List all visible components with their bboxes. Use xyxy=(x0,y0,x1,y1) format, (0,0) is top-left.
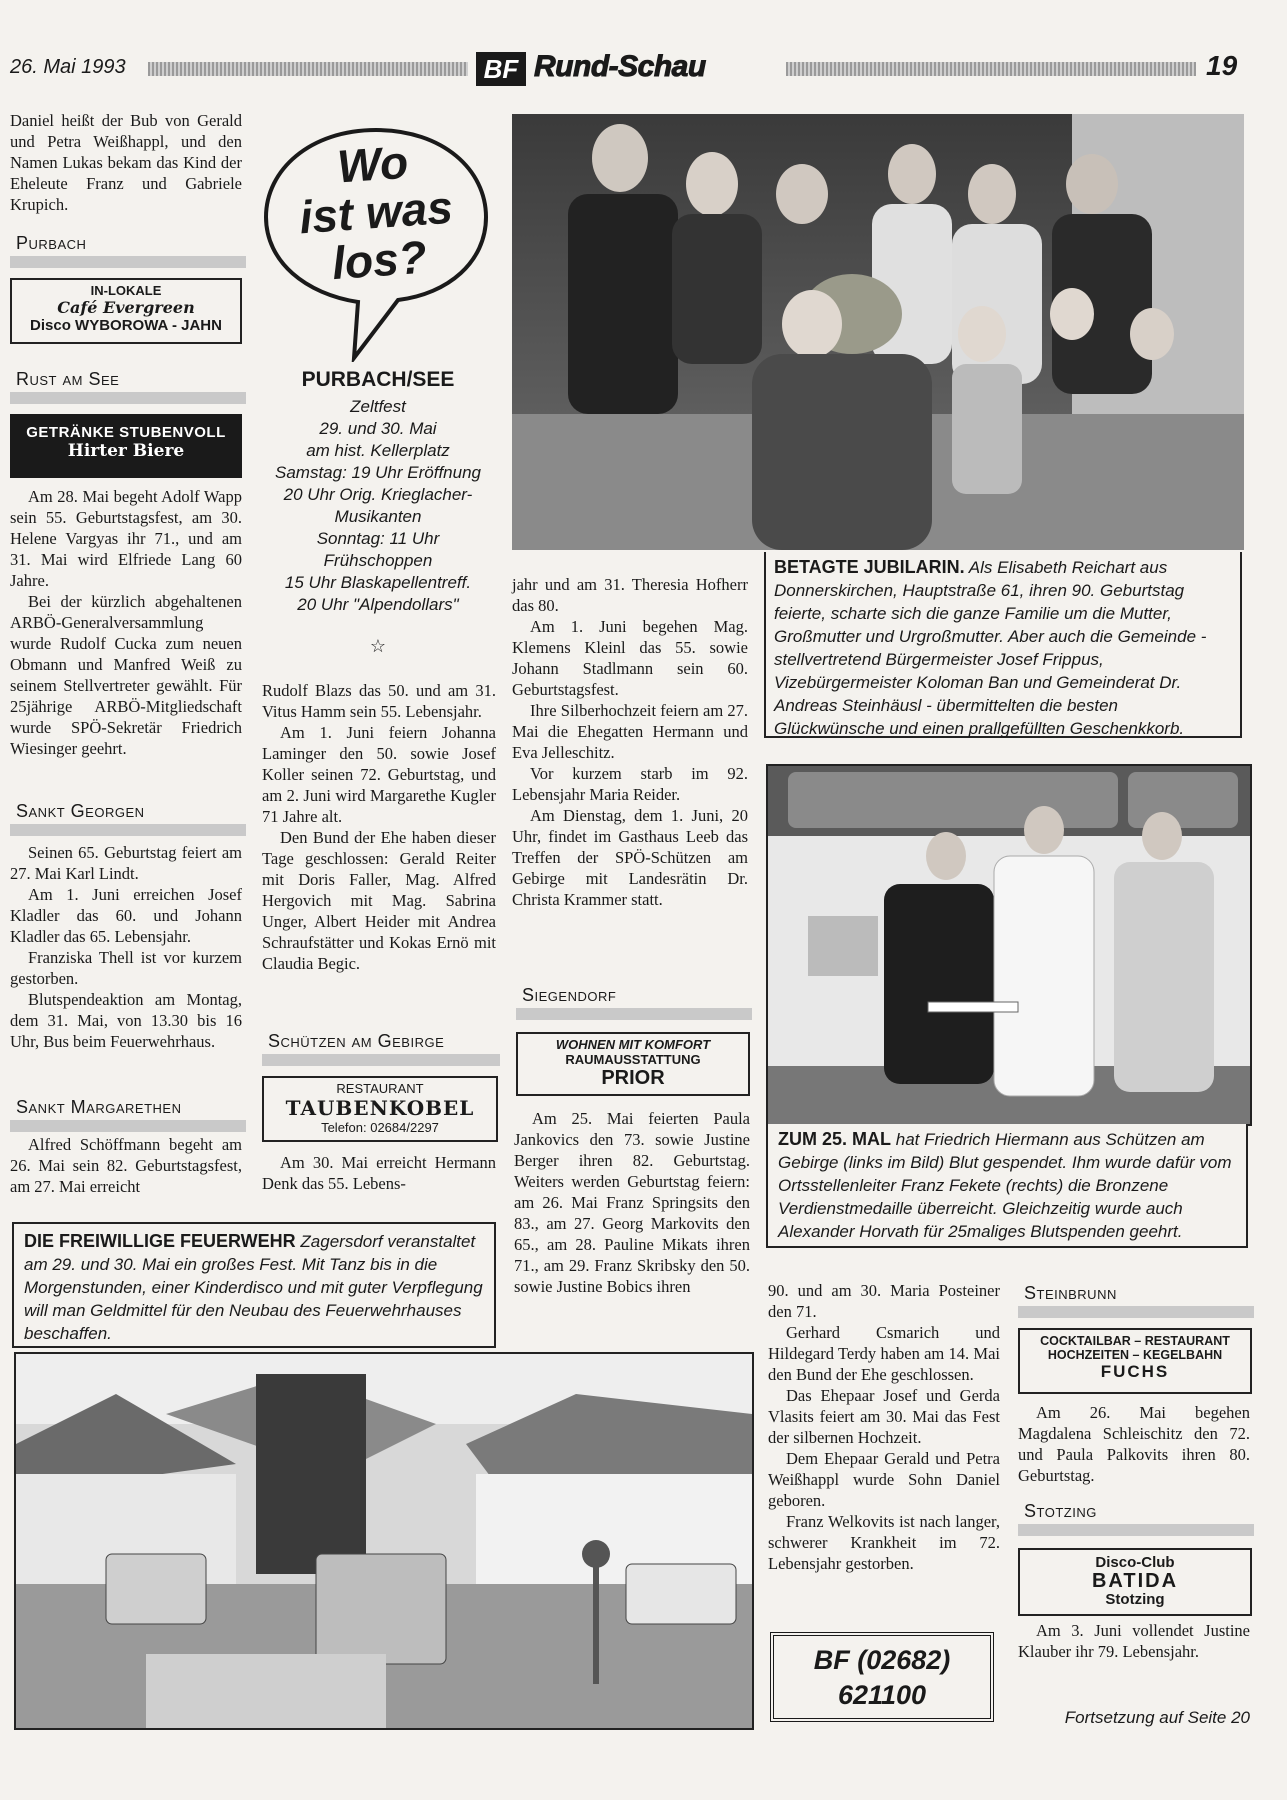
continued-note: Fortsetzung auf Seite 20 xyxy=(1064,1708,1250,1727)
issue-date: 26. Mai 1993 xyxy=(10,56,126,78)
event-line: 29. und 30. Mai xyxy=(319,419,437,438)
event-line: 20 Uhr Orig. Krieglacher- xyxy=(283,485,473,504)
ad-line: HOCHZEITEN – KEGELBAHN xyxy=(1047,1348,1223,1362)
header-rule-left xyxy=(148,62,468,76)
heading-siegendorf: Siegendorf xyxy=(516,984,752,1020)
bubble-line: los? xyxy=(330,230,429,290)
phone-number: 621100 xyxy=(837,1680,927,1710)
ad-prior xyxy=(516,1032,750,1096)
bubble-line: Wo xyxy=(335,135,410,193)
ad-in-lokale xyxy=(10,278,242,344)
ad-line: GETRÄNKE STUBENVOLL xyxy=(26,424,226,441)
event-line: 15 Uhr Blaskapellentreff. xyxy=(284,573,472,592)
star-separator: ☆ xyxy=(369,636,387,656)
ad-line: TAUBENKOBEL xyxy=(285,1096,475,1120)
ad-batida xyxy=(1018,1548,1252,1616)
ad-restaurant-taubenkobel xyxy=(262,1076,498,1142)
event-heading: PURBACH/SEE xyxy=(301,368,455,391)
blood-donation-photo-image xyxy=(768,766,1250,1124)
event-line: Sonntag: 11 Uhr xyxy=(316,529,440,548)
ad-line: FUCHS xyxy=(1100,1362,1170,1381)
event-line: 20 Uhr "Alpendollars" xyxy=(297,595,459,614)
heading-sankt-georgen: Sankt Georgen xyxy=(10,800,246,836)
bubble-line: ist was xyxy=(297,180,455,244)
event-line: Musikanten xyxy=(334,507,422,526)
ad-line: Hirter Biere xyxy=(67,441,185,461)
caption-lead: BETAGTE JUBILARIN. xyxy=(774,557,965,577)
col2-text: Rudolf Blazs das 50. und am 31. Vitus Hamm sein 55. Lebensjahr. Am 1. Juni feiern Johanna Laminger den 50. sowie Josef Koller seinen 72. Geburtstag, und am 2. Juni wird Margarethe Kugler 71 Jahre alt. Den Bund der Ehe haben dieser Tage geschlossen: Gerald Reiter mit Doris Faller, Mag. Alfred Hergovich mit Mag. Sabrina Unger, Albert Heider mit Andrea Schraufstätter und Kokas Ernö mit Claudia Begic. xyxy=(262,681,496,973)
ad-line: Stotzing xyxy=(1105,1591,1165,1608)
col1-intro: Daniel heißt der Bub von Gerald und Petra Weißhappl, und den Namen Lukas bekam das Kind der Eheleute Franz und Gabriele Krupich. xyxy=(10,111,242,214)
phone-box xyxy=(770,1632,994,1722)
ad-line: Café Evergreen xyxy=(57,298,195,317)
section-title: Rund-Schau xyxy=(534,50,706,83)
page-number: 19 xyxy=(1206,50,1238,81)
col3-siegendorf-text: Am 25. Mai feierten Paula Jankovics den 73. sowie Justine Berger ihren 82. Geburtstag. Weiters werden Geburtstag feiern: am 26. Mai Franz Springsits den 83., am 27. Georg Markovits den 65., am 28. Pauline Mikats ihren 71., am 29. Franz Skribsky den 50. sowie Justine Bobics ihren xyxy=(514,1109,750,1296)
caption-text: Als Elisabeth Reichart aus Donnerskirchen, Hauptstraße 61, ihren 90. Geburtstag feierte, scharte sich die ganze Familie um die Mutter, Großmutter und Urgroßmutter. Aber auch die Gemeinde - stellvertretend Bürgermeister Josef Frippus, Vizebürgermeister Koloman Ban und Gemeinderat Dr. Andreas Steinhäusl - übermittelten die besten Glückwünsche und einen prallgefüllten Geschenkkorb. xyxy=(774,558,1207,738)
ad-getraenke-stubenvoll xyxy=(10,414,242,478)
caption-lead: DIE FREIWILLIGE FEUERWEHR xyxy=(24,1231,296,1251)
event-line: Frühschoppen xyxy=(323,551,433,570)
ad-line: Disco WYBOROWA - JAHN xyxy=(30,317,222,334)
blood-donation-caption xyxy=(766,1124,1248,1248)
ad-line: Telefon: 02684/2297 xyxy=(321,1120,439,1135)
col4-text: 90. und am 30. Maria Posteiner den 71. Gerhard Csmarich und Hildegard Terdy haben am 14. Mai den Bund der Ehe geschlossen. Das Ehepaar Josef und Gerda Vlasits feiert am 30. Mai das Fest der silbernen Hochzeit. Dem Ehepaar Gerald und Petra Weißhappl wurde Sohn Daniel geboren. Franz Welkovits ist nach langer, schwerer Krankheit im 72. Lebensjahr gestorben. xyxy=(768,1281,1000,1573)
event-line: am hist. Kellerplatz xyxy=(306,441,450,460)
event-line: Samstag: 19 Uhr Eröffnung xyxy=(274,463,481,482)
event-line: Zeltfest xyxy=(350,397,406,416)
heading-purbach: Purbach xyxy=(10,232,246,268)
col3-text: jahr und am 31. Theresia Hofherr das 80. Am 1. Juni begehen Mag. Klemens Kleinl das 55. sowie Johann Stadlmann sein 60. Geburtstagsfest. Ihre Silberhochzeit feiern am 27. Mai die Ehegatten Hermann und Eva Jelleschitz. Vor kurzem starb im 92. Lebensjahr Maria Reider. Am Dienstag, dem 1. Juni, 20 Uhr, findet im Gasthaus Leeb das Treffen der SPÖ-Schützen am Gebirge mit Landesrätin Dr. Christa Krammer statt. xyxy=(512,575,748,909)
blood-donation-photo xyxy=(766,764,1252,1126)
col5-stotzing-text: Am 3. Juni vollendet Justine Klauber ihr 79. Lebensjahr. xyxy=(1018,1621,1250,1661)
ad-line: Disco-Club xyxy=(1095,1554,1175,1571)
feuerwehr-caption xyxy=(12,1222,496,1348)
ad-line: WOHNEN MIT KOMFORT xyxy=(555,1037,711,1052)
ad-line: PRIOR xyxy=(601,1067,665,1089)
family-photo-image xyxy=(512,114,1244,550)
heading-sankt-margarethen: Sankt Margarethen xyxy=(10,1096,246,1132)
caption-text: Zagersdorf veranstaltet am 29. und 30. Mai ein großes Fest. Mit Tanz bis in die Morgenstunden, einer Kinderdisco und mit guter Verpflegung will man Geldmittel für den Neubau des Feuerwehrhauses beschaffen. xyxy=(24,1232,483,1343)
bf-logo: BF xyxy=(476,52,526,86)
family-photo xyxy=(512,114,1244,550)
caption-text: hat Friedrich Hiermann aus Schützen am Gebirge (links im Bild) Blut gespendet. Ihm wurde dafür vom Ortsstellenleiter Franz Fekete (rechts) die Bronzene Verdienstmedaille überreicht. Gleichzeitig wurde auch Alexander Horvath für 25maliges Blutspenden geehrt. xyxy=(778,1130,1232,1241)
village-photo-image xyxy=(16,1354,752,1728)
caption-lead: ZUM 25. MAL xyxy=(778,1129,892,1149)
ad-line: RESTAURANT xyxy=(336,1081,424,1096)
header-rule-right xyxy=(786,62,1196,76)
col2-text-end: Am 30. Mai erreicht Hermann Denk das 55. Lebens- xyxy=(262,1153,496,1193)
col1-margarethen-text: Alfred Schöffmann begeht am 26. Mai sein 82. Geburtstagsfest, am 27. Mai erreicht xyxy=(10,1135,242,1196)
ad-fuchs xyxy=(1018,1328,1252,1394)
event-details xyxy=(262,396,494,616)
heading-stotzing: Stotzing xyxy=(1018,1500,1254,1536)
phone-line: BF (02682) xyxy=(813,1645,951,1675)
heading-steinbrunn: Steinbrunn xyxy=(1018,1282,1254,1318)
family-photo-caption xyxy=(764,552,1242,738)
heading-rust: Rust am See xyxy=(10,368,246,404)
ad-line: BATIDA xyxy=(1091,1570,1179,1592)
ad-line: IN-LOKALE xyxy=(90,283,162,298)
village-photo xyxy=(14,1352,754,1730)
col5-steinbrunn-text: Am 26. Mai begehen Magdalena Schleischitz den 72. und Paula Palkovits ihren 80. Geburtstag. xyxy=(1018,1403,1250,1485)
ad-line: COCKTAILBAR – RESTAURANT xyxy=(1040,1334,1230,1348)
heading-schuetzen: Schützen am Gebirge xyxy=(262,1030,500,1066)
col1-georgen-text: Seinen 65. Geburtstag feiert am 27. Mai Karl Lindt. Am 1. Juni erreichen Josef Kladler das 60. und Johann Kladler das 65. Lebensjahr. Franziska Thell ist vor kurzem gestorben. Blutspendeaktion am Montag, dem 31. Mai, von 13.30 bis 16 Uhr, Bus beim Feuerwehrhaus. xyxy=(10,843,242,1051)
bubble-text xyxy=(263,133,489,292)
col1-rust-text: Am 28. Mai begeht Adolf Wapp sein 55. Geburtstagsfest, am 30. Helene Vargyas ihr 71., und am 31. Mai wird Elfriede Lang 60 Jahre. Bei der kürzlich abgehaltenen ARBÖ-Generalversammlung wurde Rudolf Cucka zum neuen Obmann und Manfred Weiß zu seinem Stellvertreter gewählt. Für 25jährige ARBÖ-Mitgliedschaft wurde SPÖ-Sekretär Friedrich Wiesinger geehrt. xyxy=(10,487,242,758)
ad-line: RAUMAUSSTATTUNG xyxy=(565,1052,701,1067)
